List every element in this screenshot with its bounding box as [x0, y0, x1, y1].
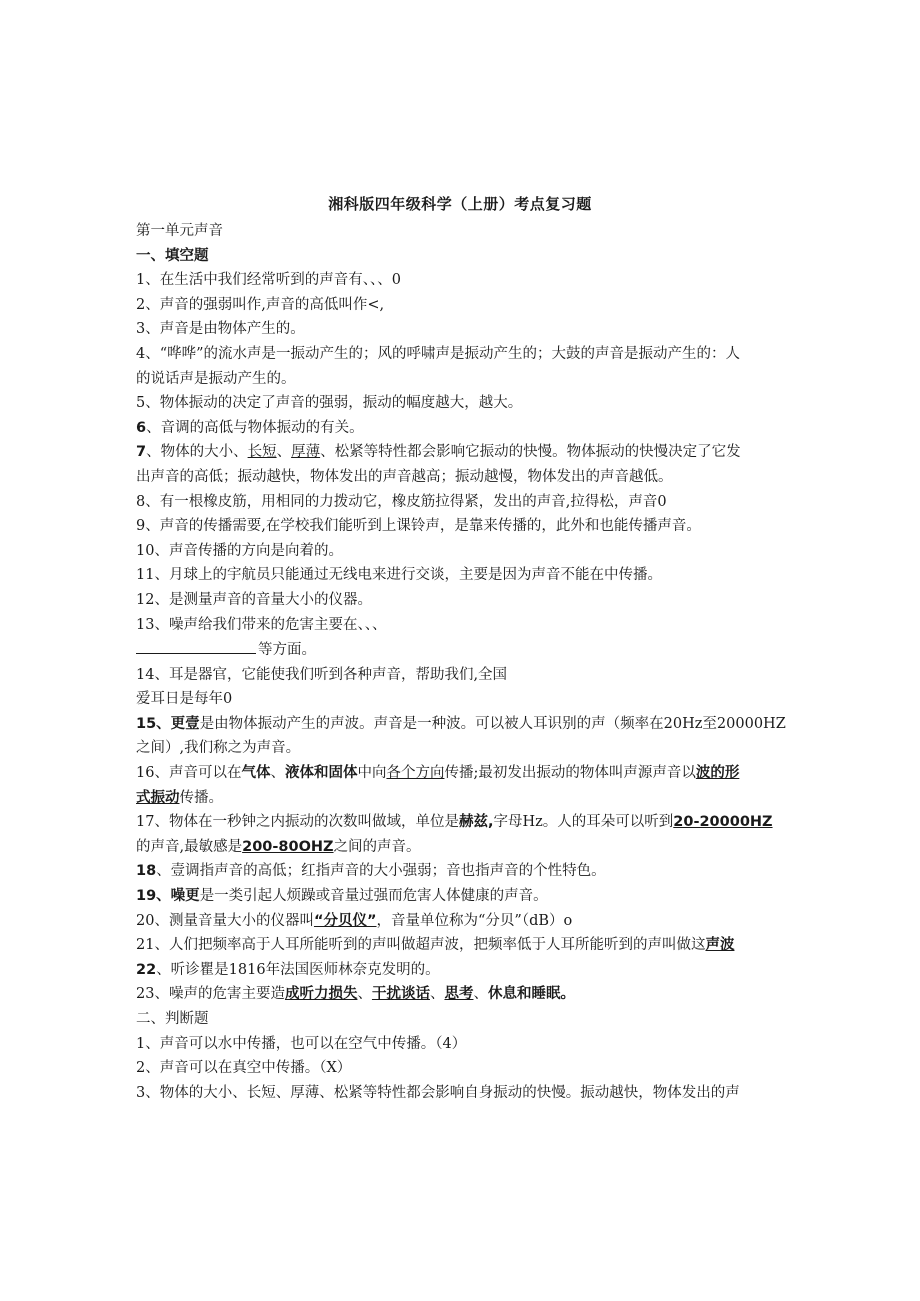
judge-2: 2、声音可以在真空中传播。（X） — [136, 1060, 352, 1077]
q23-bold-underline-1: 成听力损失 — [284, 986, 358, 1003]
q20-text-1: 20、测量音量大小的仪器叫 — [136, 912, 314, 929]
q18-text: 、壹调指声音的高低；红指声音的大小强弱；音也指声音的个性特色。 — [156, 863, 606, 880]
section-heading-judge: 二、判断题 — [136, 1011, 209, 1027]
question-9: 9、声音的传播需要,在学校我们能听到上课铃声，是靠来传播的，此外和也能传播声音。 — [136, 518, 701, 535]
q21-text: 21、人们把频率高于人耳所能听到的声叫做超声波，把频率低于人耳所能听到的声叫做这 — [136, 937, 706, 954]
question-23 — [136, 982, 790, 1007]
q7-underline-2: 厚薄 — [291, 444, 321, 461]
q23-text-4: 、 — [473, 986, 488, 1003]
q7-text-2: 、 — [276, 444, 292, 461]
q17-text-1: 17、物体在一秒钟之内振动的次数叫做域，单位是 — [136, 814, 459, 831]
q7-text-3: 、松紧等特性都会影响它振动的快慢。物体振动的快慢决定了它发 — [320, 444, 741, 461]
judge-1: 1、声音可以水中传播，也可以在空气中传播。（4） — [136, 1035, 467, 1052]
question-10: 10、声音传播的方向是向着的。 — [136, 542, 343, 559]
question-21 — [136, 933, 790, 958]
q23-bold-underline-2: 干扰谈话 — [371, 986, 430, 1003]
document-title: 湘科版四年级科学（上册）考点复习题 — [328, 195, 592, 213]
q23-bold-underline-3: 思考 — [444, 986, 474, 1003]
q16-text-3: 中向 — [357, 765, 387, 782]
judge-3: 3、物体的大小、长短、厚薄、松紧等特性都会影响自身振动的快慢。振动越快，物体发出的声 — [136, 1084, 740, 1101]
question-16-line-2 — [136, 786, 790, 811]
q7-underline-1: 长短 — [247, 444, 277, 461]
question-13-line-1: 13、噪声给我们带来的危害主要在、、、 — [136, 616, 387, 633]
section-heading-fill: 一、填空题 — [136, 247, 209, 264]
q19-text: 是一类引起人烦躁或音量过强而危害人体健康的声音。 — [199, 888, 548, 905]
q17-text-3: 的声音,最敏感是 — [136, 838, 243, 855]
q23-text-2: 、 — [357, 986, 372, 1003]
question-2: 2、声音的强弱叫作,声音的高低叫作<, — [136, 296, 385, 313]
question-17-line-1 — [136, 810, 790, 835]
q16-bold-2: 液体和固体 — [284, 765, 358, 782]
question-4-line-1: 4、“哗哗”的流水声是一振动产生的；风的呼啸声是振动产生的；大鼓的声音是振动产生的：人 — [136, 345, 741, 362]
q16-bold-underline-1: 波的形 — [695, 765, 740, 782]
q16-text-4: 传播;最初发出振动的物体叫声源声音以 — [444, 765, 696, 782]
q18-number: 18 — [136, 863, 157, 880]
q23-text-1: 23、噪声的危害主要造 — [136, 986, 285, 1003]
q21-bold-underline: 声波 — [705, 937, 735, 954]
q7-text-1: 、物体的大小、 — [146, 444, 248, 461]
question-15-line-2: 之间）,我们称之为声音。 — [136, 740, 301, 757]
q15-text: 是由物体振动产生的声波。声音是一种波。可以被人耳识别的声（频率在20Hz至20000HZ — [199, 715, 786, 732]
q16-text-1: 16、声音可以在 — [136, 765, 242, 782]
q16-bold-underline-2: 式振动 — [136, 789, 180, 806]
question-3: 3、声音是由物体产生的。 — [136, 321, 305, 338]
question-7-line-1 — [136, 440, 790, 465]
question-12: 12、是测量声音的音量大小的仪器。 — [136, 591, 372, 608]
q16-text-5: 传播。 — [179, 789, 223, 806]
q20-bold-underline: “分贝仪” — [313, 912, 377, 929]
question-6-number: 6 — [136, 419, 147, 436]
question-20 — [136, 909, 790, 934]
q20-text-2: ，音量单位称为“分贝”（dB）o — [376, 912, 573, 929]
question-1: 1、在生活中我们经常听到的声音有、、、0 — [136, 272, 401, 289]
question-22 — [136, 958, 790, 983]
question-4-line-2: 的说话声是振动产生的。 — [136, 370, 296, 387]
q23-bold-1: 休息和睡眠。 — [487, 986, 575, 1003]
question-17-line-2 — [136, 835, 790, 860]
question-11: 11、月球上的宇航员只能通过无线电来进行交谈，主要是因为声音不能在中传播。 — [136, 567, 662, 584]
question-15-line-1 — [136, 712, 790, 737]
q17-bold-underline-1: 20-20000HZ — [673, 814, 773, 831]
q22-text: 、听诊瞿是1816年法国医师林奈克发明的。 — [156, 961, 440, 978]
question-7-line-2: 出声音的高低；振动越快，物体发出的声音越高；振动越慢，物体发出的声音越低。 — [136, 468, 673, 485]
question-6 — [136, 416, 790, 441]
q19-number: 19、噪更 — [136, 888, 200, 905]
document-body — [136, 219, 790, 1105]
question-14-line-2: 爱耳日是每年0 — [136, 691, 233, 708]
question-16-line-1 — [136, 761, 790, 786]
q16-text-2: 、 — [270, 765, 285, 782]
answer-blank — [136, 637, 256, 654]
question-13-line-2 — [136, 637, 790, 663]
unit-heading: 第一单元声音 — [136, 223, 223, 239]
q16-bold-1: 气体 — [241, 765, 271, 782]
question-5: 5、物体振动的决定了声音的强弱，振动的幅度越大，越大。 — [136, 395, 523, 412]
q17-text-2: 字母Hz。人的耳朵可以听到 — [493, 814, 674, 831]
question-18 — [136, 859, 790, 884]
q15-number: 15、更壹 — [136, 715, 200, 732]
question-19 — [136, 884, 790, 909]
question-6-text: 、音调的高低与物体振动的有关。 — [146, 419, 364, 436]
q17-bold-underline-2: 200-80OHZ — [242, 838, 334, 855]
q17-bold-1: 赫兹, — [458, 814, 494, 831]
q16-underline-1: 各个方向 — [386, 765, 445, 782]
q22-number: 22 — [136, 961, 157, 978]
q17-text-4: 之间的声音。 — [333, 838, 421, 855]
q13-text: 等方面。 — [258, 642, 316, 659]
question-8: 8、有一根橡皮筋，用相同的力拨动它，橡皮筋拉得紧，发出的声音,拉得松，声音0 — [136, 493, 667, 510]
question-14-line-1: 14、耳是器官，它能使我们听到各种声音，帮助我们,全国 — [136, 666, 508, 683]
q23-text-3: 、 — [429, 986, 445, 1003]
question-7-number: 7 — [136, 444, 147, 461]
